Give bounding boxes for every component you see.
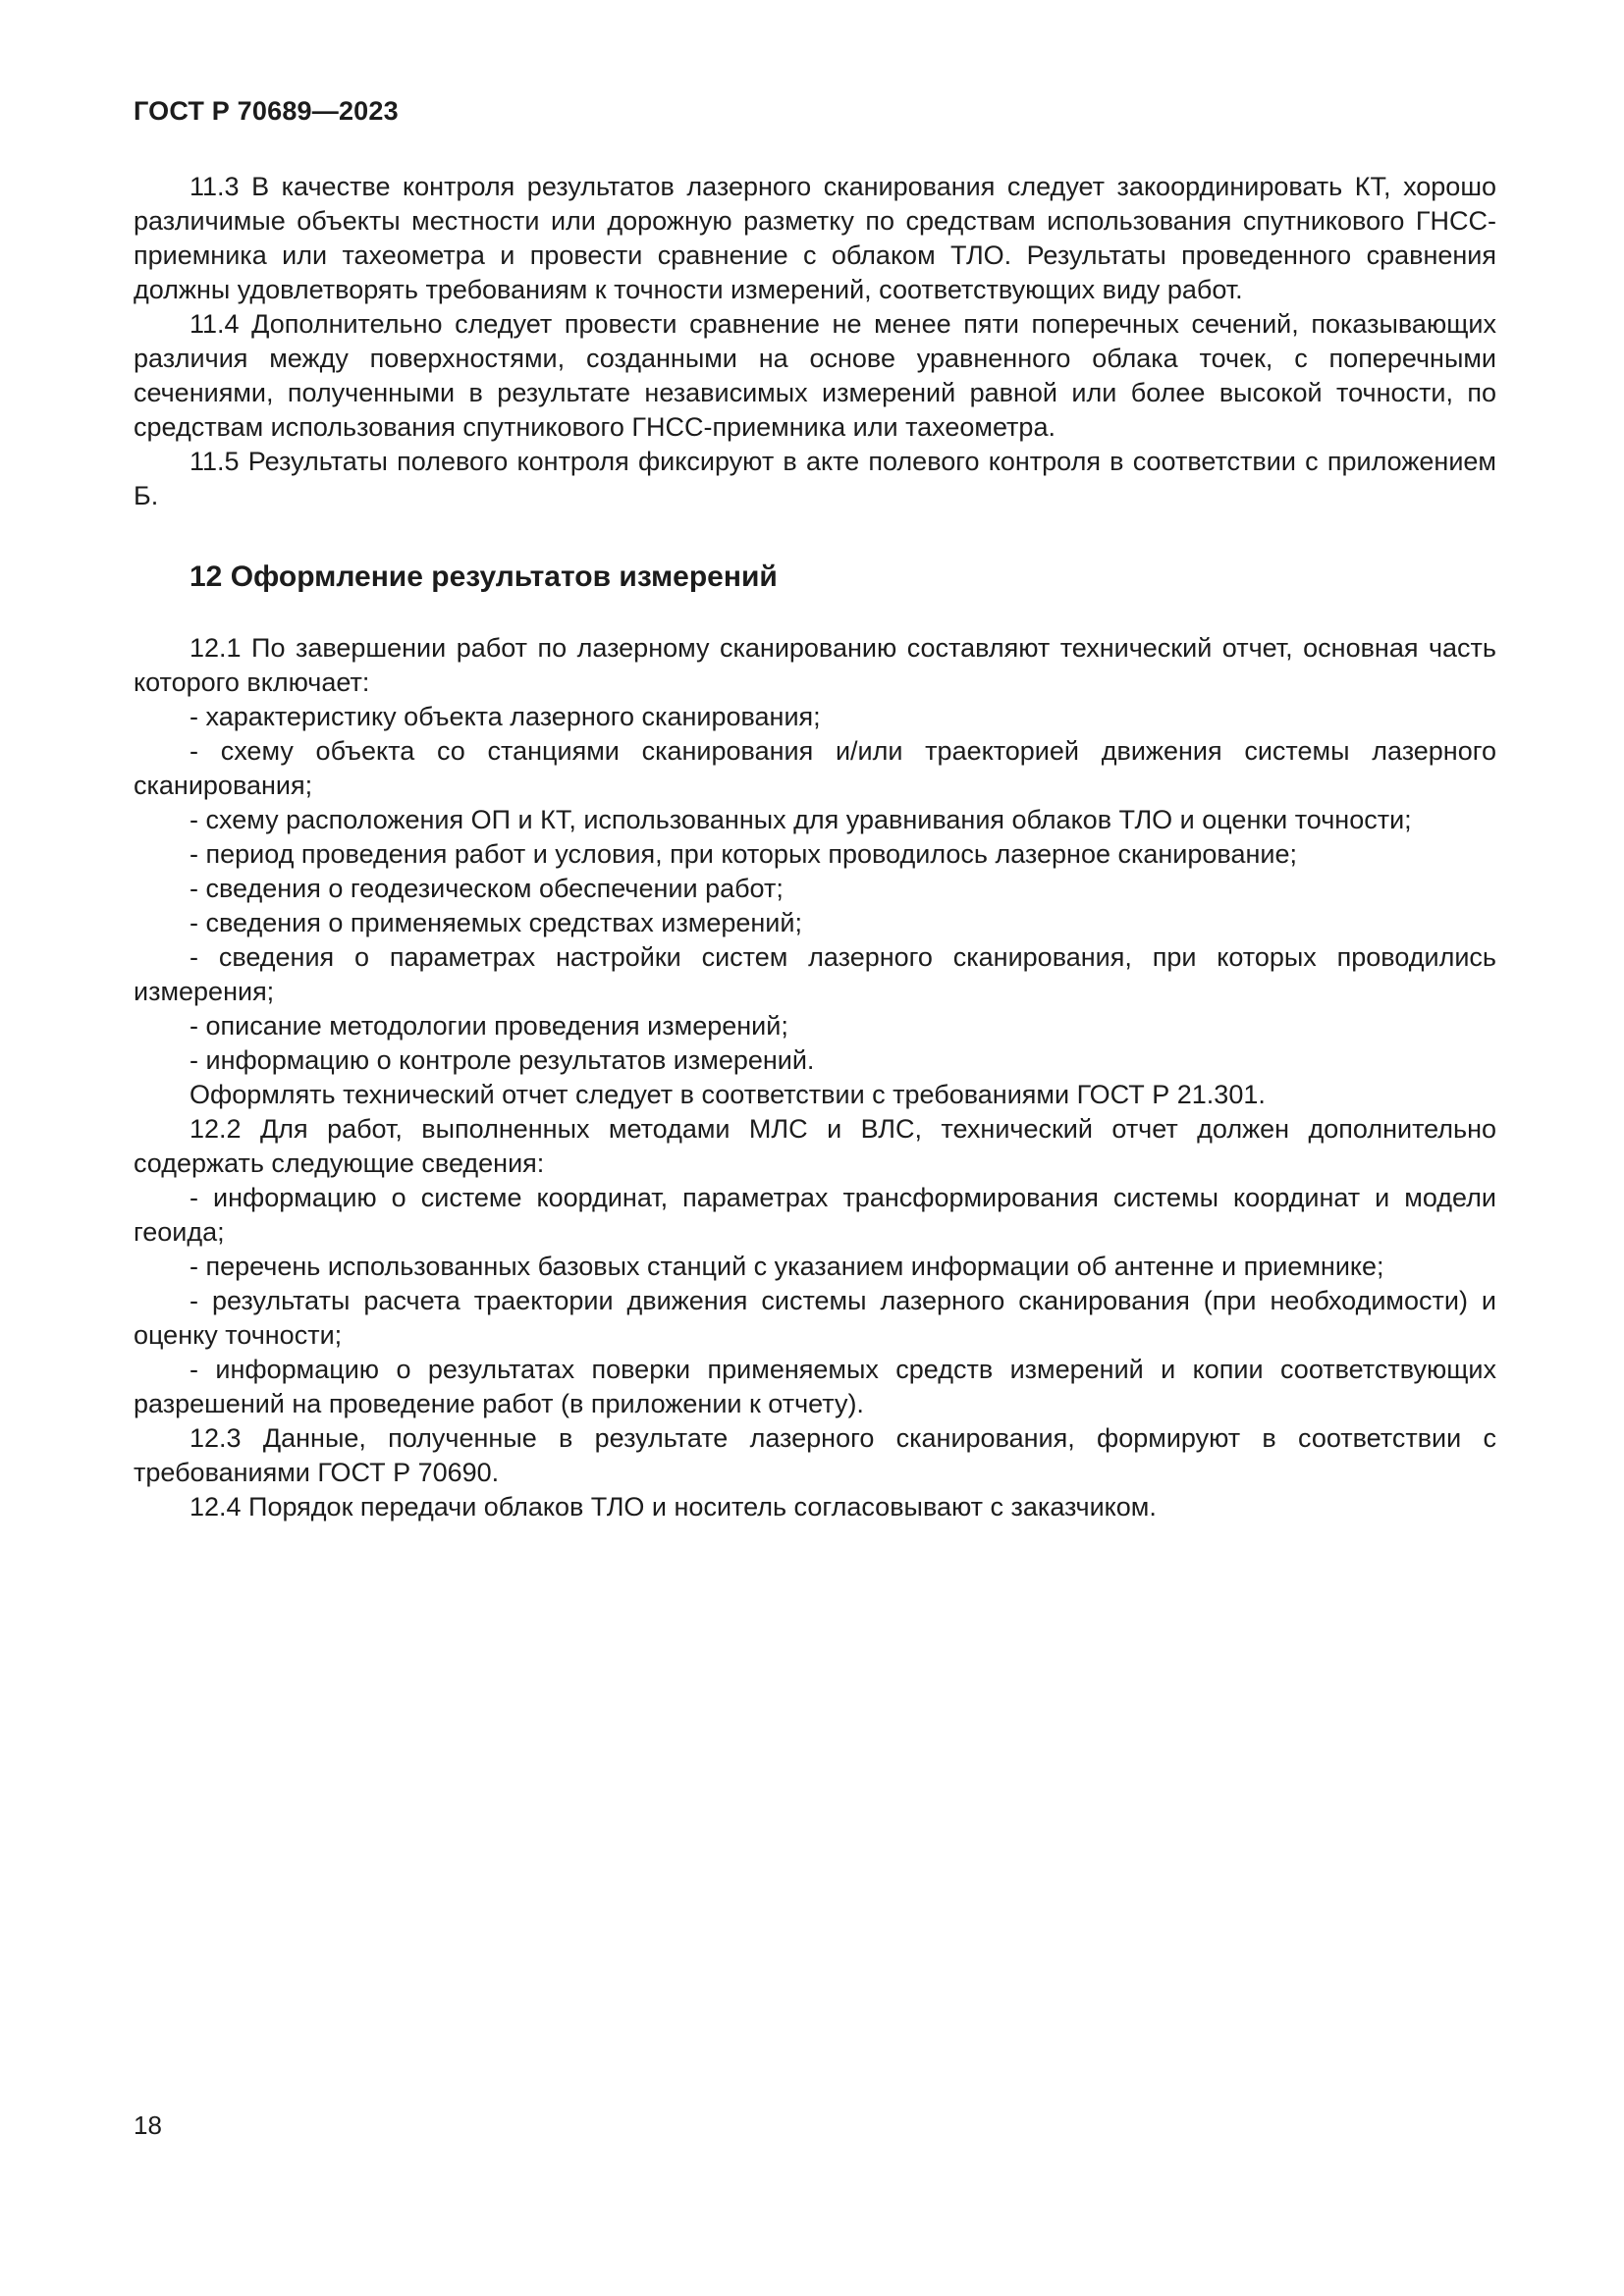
list-item: - сведения о параметрах настройки систем лазерного сканирования, при которых проводились измерения; [134,942,1496,1006]
list-item: - информацию о результатах поверки применяемых средств измерений и копии соответствующих разрешений на проведение работ (в приложении к отчету). [134,1355,1496,1418]
section-heading: 12 Оформление результатов измерений [189,561,778,593]
list-item: - информацию о контроле результатов измерений. [189,1045,815,1075]
list-item: - характеристику объекта лазерного сканирования; [189,702,821,731]
list-item: - информацию о системе координат, параметрах трансформирования системы координат и модели геоида; [134,1183,1496,1247]
list-item: - схему объекта со станциями сканирования и/или траекторией движения системы лазерного сканирования; [134,736,1496,800]
paragraph: Оформлять технический отчет следует в соответствии с требованиями ГОСТ Р 21.301. [189,1080,1266,1109]
paragraph: 11.5 Результаты полевого контроля фиксируют в акте полевого контроля в соответствии с приложением Б. [134,447,1496,510]
paragraph: 12.1 По завершении работ по лазерному сканированию составляют технический отчет, основная часть которого включает: [134,633,1496,697]
paragraph: 12.3 Данные, полученные в результате лазерного сканирования, формируют в соответствии с требованиями ГОСТ Р 70690. [134,1423,1496,1487]
paragraph: 12.2 Для работ, выполненных методами МЛС и ВЛС, технический отчет должен дополнительно содержать следующие сведения: [134,1114,1496,1178]
document-header: ГОСТ Р 70689—2023 [134,96,399,126]
list-item: - период проведения работ и условия, при которых проводилось лазерное сканирование; [189,839,1297,869]
paragraph: 11.3 В качестве контроля результатов лазерного сканирования следует закоординировать КТ, хорошо различимые объекты местности или дорожную разметку по средствам использования спутникового ГНСС-приемника или тахеометра и провести сравнение с облаком ТЛО. Результаты проведенного сравнения должны удовлетворять требованиям к точности измерений, соответствующих виду работ. [134,172,1496,304]
list-item: - описание методологии проведения измерений; [189,1011,788,1041]
list-item: - схему расположения ОП и КТ, использованных для уравнивания облаков ТЛО и оценки точности; [189,805,1412,834]
list-item: - результаты расчета траектории движения системы лазерного сканирования (при необходимости) и оценку точности; [134,1286,1496,1350]
list-item: - сведения о применяемых средствах измерений; [189,908,802,937]
list-item: - перечень использованных базовых станций с указанием информации об антенне и приемнике; [189,1252,1384,1281]
paragraph: 11.4 Дополнительно следует провести сравнение не менее пяти поперечных сечений, показывающих различия между поверхностями, созданными на основе уравненного облака точек, с поперечными сечениями, полученными в результате независимых измерений равной или более высокой точности, по средствам использования спутникового ГНСС-приемника или тахеометра. [134,309,1496,442]
list-item: - сведения о геодезическом обеспечении работ; [189,874,784,903]
paragraph: 12.4 Порядок передачи облаков ТЛО и носитель согласовывают с заказчиком. [189,1492,1157,1522]
document-content [134,170,1496,1524]
page-number: 18 [134,2110,162,2140]
